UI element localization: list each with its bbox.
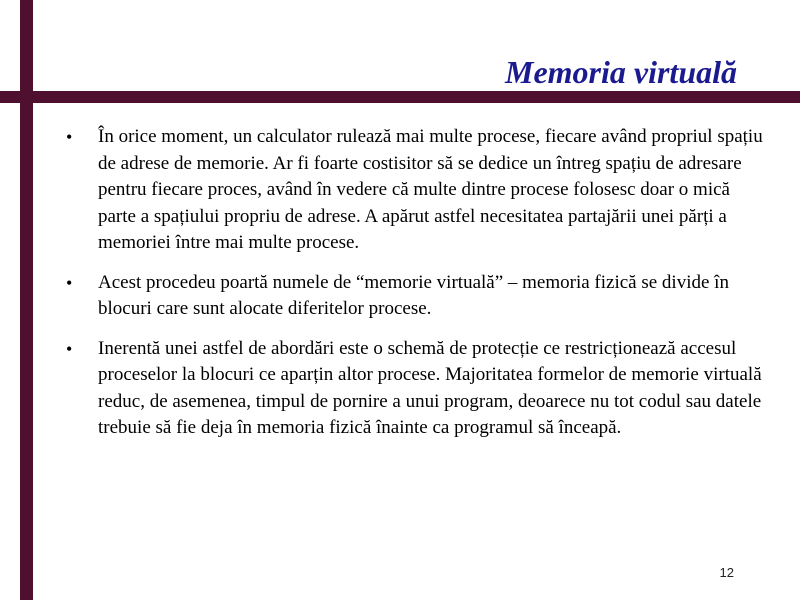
page-number: 12 — [719, 565, 734, 580]
bullet-item — [66, 336, 766, 442]
bullet-marker: • — [66, 127, 73, 147]
slide-title: Memoria virtuală — [504, 54, 737, 90]
bullet-item — [66, 270, 766, 323]
bullet-marker: • — [66, 272, 73, 293]
bullet-item — [66, 124, 766, 257]
bullet-text: Acest procedeu poartă numele de “memorie virtuală” – memoria fizică se divide în blocuri care sunt alocate diferitelor procese. — [98, 271, 729, 319]
vertical-accent-bar — [20, 0, 33, 600]
bullet-marker: • — [66, 338, 73, 359]
bullet-text: Inerentă unei astfel de abordări este o schemă de protecție ce restricționează accesul proceselor la blocuri ce aparțin altor procese. Majoritatea formelor de memorie virtuală reduc, de asemenea, timpul de pornire a unui program, deoarece nu tot codul sau datele trebuie să fie deja în memoria fizică înainte ca programul să înceapă. — [98, 337, 762, 438]
horizontal-accent-bar — [0, 91, 800, 103]
bullet-text: În orice moment, un calculator rulează mai multe procese, fiecare având propriul spațiu de adrese de memorie. Ar fi foarte costisitor să se dedice un întreg spațiu de adresare pentru fiecare proces, având în vedere că multe dintre procese folosesc doar o mică parte a spațiului propriu de adrese. A apărut astfel necesitatea partajării unei părți a memoriei între mai multe procese. — [98, 126, 763, 253]
bullet-list — [66, 124, 766, 455]
